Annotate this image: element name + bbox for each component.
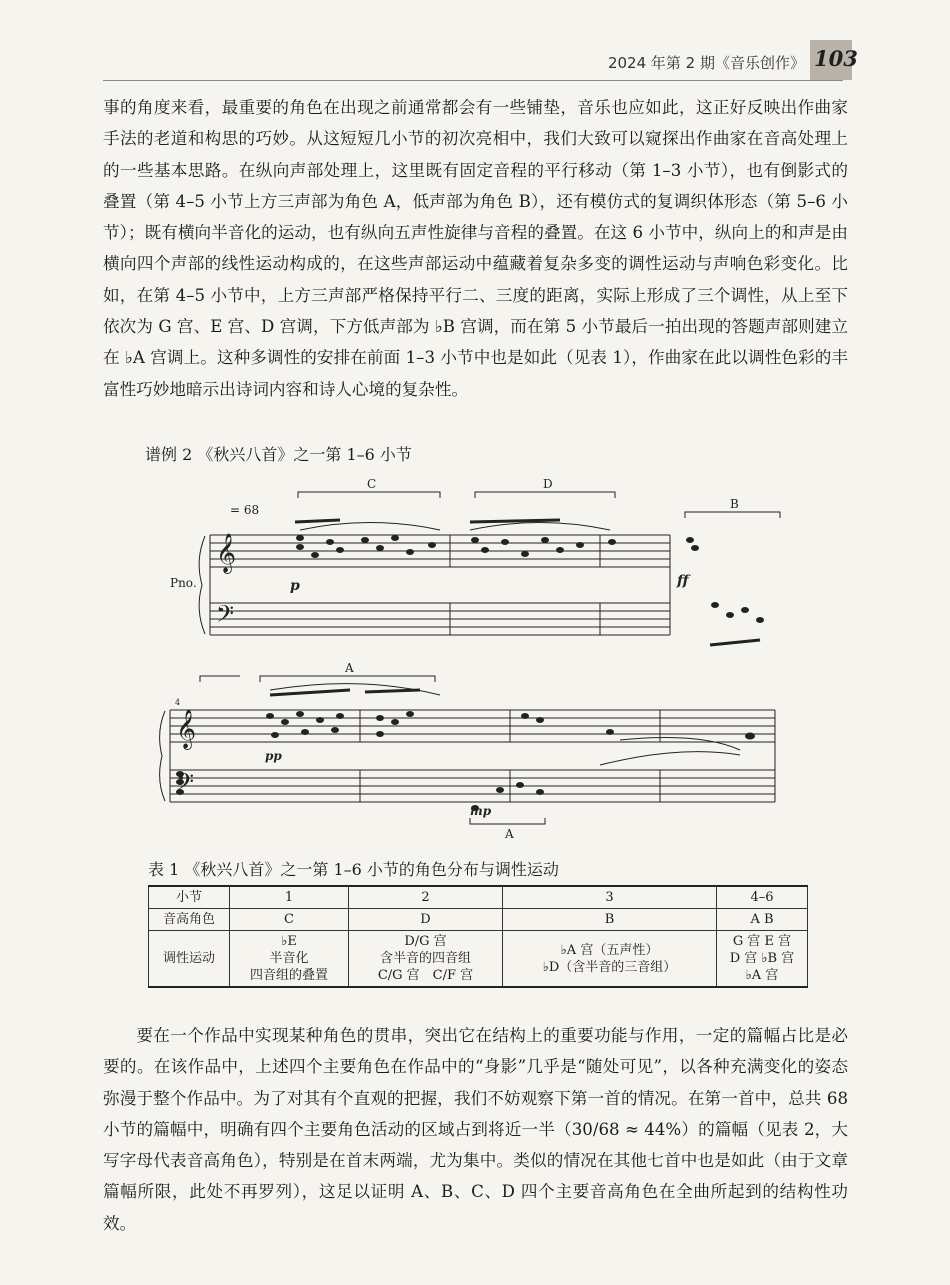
body-paragraph-2: 要在一个作品中实现某种角色的贯串，突出它在结构上的重要功能与作用，一定的篇幅占比是必要的。在该作品中，上述四个主要角色在作品中的“身影”几乎是“随处可见”，以各种充满变化的姿态弥漫于整个作品中。为了对其有个直观的把握，我们不妨观察下第一首的情况。在第一首中，总共 68 小节的篇幅中，明确有四个主要角色活动的区域占到将近一半（30/68 ≈ 44%）的篇幅（见表 2，大写字母代表音高角色），特别是在首末两端，尤为集中。类似的情况在其他七首中也是如此（由于文章篇幅所限，此处不再罗列），这足以证明 A、B、C、D 四个主要音高角色在全曲所起到的结构性功效。 bbox=[103, 1026, 848, 1233]
dynamic-p: p bbox=[290, 578, 300, 594]
dynamic-mp: mp bbox=[470, 804, 492, 818]
bass-staff-2 bbox=[170, 770, 775, 802]
instrument-label: Pno. bbox=[170, 576, 197, 590]
treble-staff-2 bbox=[170, 710, 775, 742]
bracket-label-a-lower: A bbox=[505, 827, 514, 841]
dynamic-ff: ff bbox=[677, 573, 689, 589]
bracket-label-d: D bbox=[543, 477, 553, 491]
treble-clef-2-icon: 𝄞 bbox=[176, 709, 197, 749]
cell: ♭A 宫（五声性） ♭D（含半音的三音组） bbox=[503, 931, 717, 988]
measure-number: 4 bbox=[175, 698, 181, 707]
tempo-marking: = 68 bbox=[230, 503, 260, 517]
row-label: 小节 bbox=[149, 886, 230, 909]
cell: ♭E 半音化 四音组的叠置 bbox=[230, 931, 349, 988]
example-caption: 谱例 2 《秋兴八首》之一第 1–6 小节 bbox=[145, 445, 412, 464]
cell: D bbox=[349, 909, 503, 931]
running-header bbox=[0, 40, 950, 80]
journal-issue: 2024 年第 2 期《音乐创作》 bbox=[607, 54, 805, 72]
treble-staff-1 bbox=[210, 535, 670, 567]
bracket-label-a-upper: A bbox=[345, 661, 354, 675]
cell: 4–6 bbox=[717, 886, 808, 909]
dynamic-pp: pp bbox=[265, 749, 282, 763]
table-caption: 表 1 《秋兴八首》之一第 1–6 小节的角色分布与调性运动 bbox=[148, 860, 559, 879]
treble-clef-1-icon: 𝄞 bbox=[216, 533, 237, 573]
music-score bbox=[140, 470, 790, 850]
table-row bbox=[149, 931, 808, 988]
bracket-label-b: B bbox=[730, 497, 739, 511]
cell: 1 bbox=[230, 886, 349, 909]
cell: D/G 宫 含半音的四音组 C/G 宫 C/F 宫 bbox=[349, 931, 503, 988]
cell: 2 bbox=[349, 886, 503, 909]
bass-staff-1 bbox=[210, 603, 670, 635]
cell: B bbox=[503, 909, 717, 931]
cell: A B bbox=[717, 909, 808, 931]
piano-brace-1 bbox=[199, 536, 205, 634]
bracket-label-c: C bbox=[367, 477, 377, 491]
body-paragraph-1: 事的角度来看，最重要的角色在出现之前通常都会有一些铺垫，音乐也应如此，这正好反映出作曲家手法的老道和构思的巧妙。从这短短几小节的初次亮相中，我们大致可以窥探出作曲家在音高处理上的一些基本思路。在纵向声部处理上，这里既有固定音程的平行移动（第 1–3 小节），也有倒影式的叠置（第 4–5 小节上方三声部为角色 A，低声部为角色 B），还有模仿式的复调织体形态（第 5–6 小节）；既有横向半音化的运动，也有纵向五声性旋律与音程的叠置。在这 6 小节中，纵向上的和声是由横向四个声部的线性运动构成的，在这些声部运动中蕴藏着复杂多变的调性运动与声响色彩变化。比如，在第 4–5 小节中，上方三声部严格保持平行二、三度的距离，实际上形成了三个调性，从上至下依次为 G 宫、E 宫、D 宫调，下方低声部为 ♭B 宫调，而在第 5 小节最后一拍出现的答题声部则建立在 ♭A 宫调上。这种多调性的安排在前面 1–3 小节中也是如此（见表 1），作曲家在此以调性色彩的丰富性巧妙地暗示出诗词内容和诗人心境的复杂性。 bbox=[103, 98, 848, 399]
page-number: 103 bbox=[814, 46, 858, 71]
cell: 3 bbox=[503, 886, 717, 909]
row-label: 调性运动 bbox=[149, 931, 230, 988]
table-row bbox=[149, 909, 808, 931]
cell: C bbox=[230, 909, 349, 931]
bass-clef-1-icon: 𝄢 bbox=[216, 600, 235, 633]
page-number-box bbox=[810, 40, 858, 80]
role-table bbox=[148, 885, 808, 988]
header-rule bbox=[103, 80, 843, 81]
piano-brace-2 bbox=[160, 711, 165, 801]
table-row bbox=[149, 886, 808, 909]
row-label: 音高角色 bbox=[149, 909, 230, 931]
cell: G 宫 E 宫 D 宫 ♭B 宫 ♭A 宫 bbox=[717, 931, 808, 988]
bass-clef-2-icon: 𝄢 bbox=[176, 768, 195, 801]
